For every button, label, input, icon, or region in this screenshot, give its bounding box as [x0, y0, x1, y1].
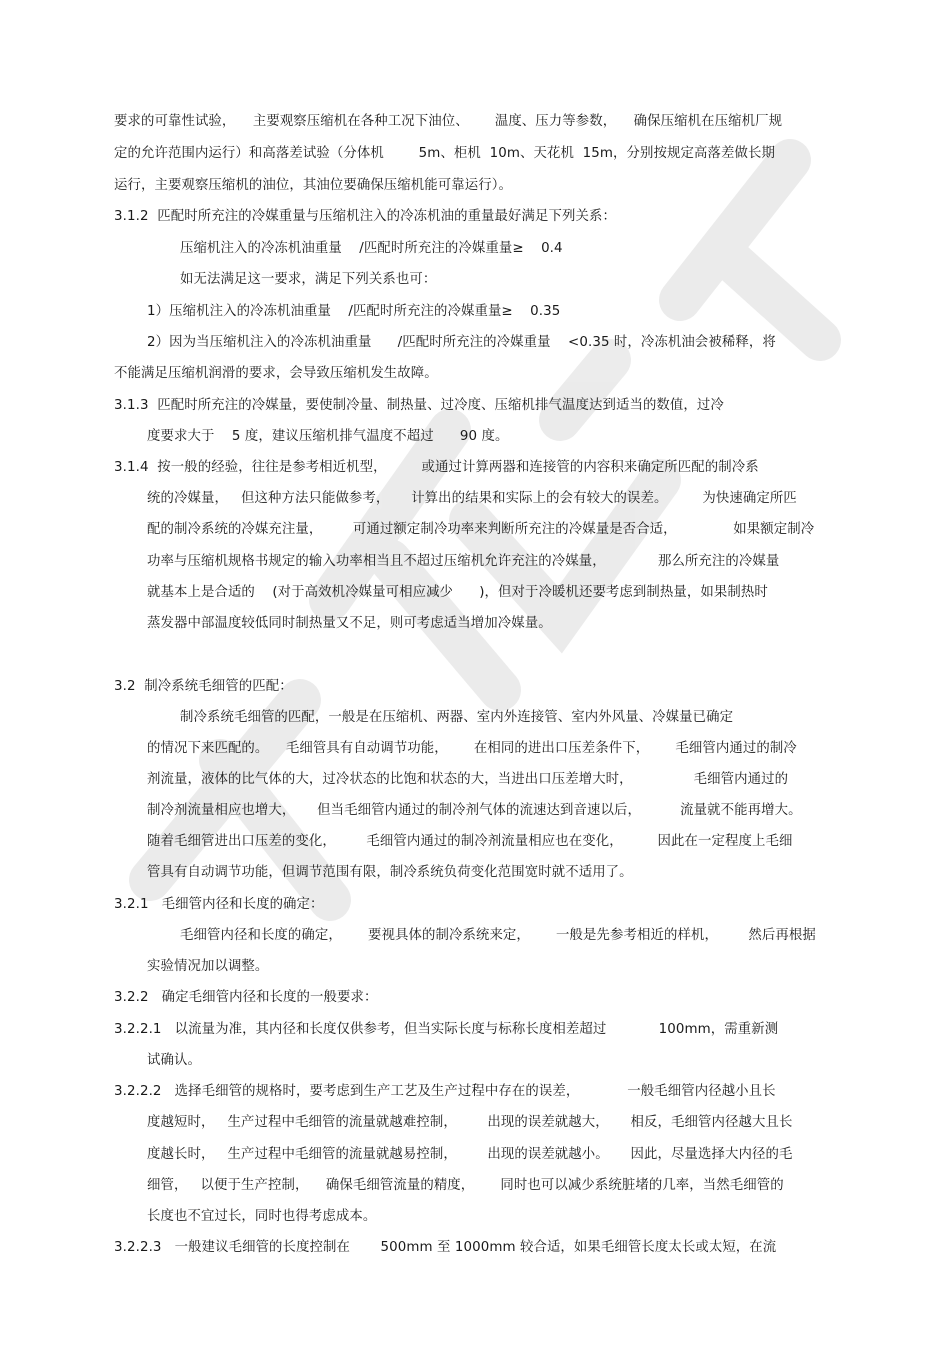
list-item: 1）压缩机注入的冷冻机油重量 /匹配时所充注的冷媒重量≥ 0.35	[147, 304, 561, 319]
text-line: 统的冷媒量， 但这种方法只能做参考， 计算出的结果和实际上的会有较大的误差。 为快速确定所匹	[147, 491, 797, 506]
text-line: 细管， 以便于生产控制， 确保毛细管流量的精度， 同时也可以减少系统脏堵的几率，当然毛细管的	[147, 1178, 784, 1193]
text-line: 压缩机注入的冷冻机油重量 /匹配时所充注的冷媒重量≥ 0.4	[180, 241, 563, 256]
text-line: 管具有自动调节功能，但调节范围有限，制冷系统负荷变化范围宽时就不适用了。	[147, 865, 633, 880]
section-heading: 3.2 制冷系统毛细管的匹配：	[114, 679, 293, 694]
text-line: 试确认。	[147, 1053, 201, 1068]
text-line: 制冷系统毛细管的匹配，一般是在压缩机、两器、室内外连接管、室内外风量、冷媒量已确定	[180, 710, 734, 725]
list-item: 2）因为当压缩机注入的冷冻机油重量 /匹配时所充注的冷媒重量 <0.35 时，冷冻机油会被稀释，将	[147, 335, 776, 350]
text-line: 配的制冷系统的冷媒充注量， 可通过额定制冷功率来判断所充注的冷媒量是否合适， 如果额定制冷	[147, 522, 815, 537]
section-heading: 3.2.2.3 一般建议毛细管的长度控制在 500mm 至 1000mm 较合适，如果毛细管长度太长或太短，在流	[114, 1240, 777, 1255]
text-line: 不能满足压缩机润滑的要求，会导致压缩机发生故障。	[114, 366, 438, 381]
section-heading: 3.2.2 确定毛细管内径和长度的一般要求：	[114, 990, 378, 1005]
section-heading: 3.1.2 匹配时所充注的冷媒重量与压缩机注入的冷冻机油的重量最好满足下列关系：	[114, 209, 616, 224]
text-line: 度越短时， 生产过程中毛细管的流量就越难控制， 出现的误差就越大， 相反，毛细管内径越大且长	[147, 1115, 793, 1130]
text-line: 如无法满足这一要求，满足下列关系也可：	[180, 272, 437, 287]
text-line: 实验情况加以调整。	[147, 959, 269, 974]
text-line: 要求的可靠性试验， 主要观察压缩机在各种工况下油位、 温度、压力等参数， 确保压缩机在压缩机厂规	[114, 114, 783, 129]
text-line: 长度也不宜过长，同时也得考虑成本。	[147, 1209, 377, 1224]
text-line: 度越长时， 生产过程中毛细管的流量就越易控制， 出现的误差就越小。 因此，尽量选择大内径的毛	[147, 1147, 793, 1162]
text-line: 剂流量，液体的比气体的大，过冷状态的比饱和状态的大，当进出口压差增大时， 毛细管内通过的	[147, 772, 789, 787]
section-heading: 3.2.2.1 以流量为准，其内径和长度仅供参考，但当实际长度与标称长度相差超过 100mm，需重新测	[114, 1022, 779, 1037]
section-heading: 3.2.1 毛细管内径和长度的确定：	[114, 897, 324, 912]
text-line: 就基本上是合适的 (对于高效机冷媒量可相应减少 )，但对于冷暖机还要考虑到制热量，如果制热时	[147, 585, 768, 600]
text-line: 毛细管内径和长度的确定， 要视具体的制冷系统来定， 一般是先参考相近的样机， 然后再根据	[180, 928, 816, 943]
text-line: 蒸发器中部温度较低同时制热量又不足，则可考虑适当增加冷媒量。	[147, 616, 552, 631]
text-line: 运行，主要观察压缩机的油位，其油位要确保压缩机能可靠运行）。	[114, 178, 513, 193]
section-heading: 3.1.3 匹配时所充注的冷媒量，要使制冷量、制热量、过冷度、压缩机排气温度达到适当的数值，过冷	[114, 398, 724, 413]
text-line: 定的允许范围内运行）和高落差试验（分体机 5m、柜机 10m、天花机 15m，分别按规定高落差做长期	[114, 146, 775, 161]
text-line: 的情况下来匹配的。 毛细管具有自动调节功能， 在相同的进出口压差条件下， 毛细管内通过的制冷	[147, 741, 797, 756]
text-line: 度要求大于 5 度，建议压缩机排气温度不超过 90 度。	[147, 429, 509, 444]
section-heading: 3.2.2.2 选择毛细管的规格时，要考虑到生产工艺及生产过程中存在的误差， 一般毛细管内径越小且长	[114, 1084, 776, 1099]
section-heading: 3.1.4 按一般的经验，往往是参考相近机型， 或通过计算两器和连接管的内容积来确定所匹配的制冷系	[114, 460, 759, 475]
text-line: 功率与压缩机规格书规定的输入功率相当且不超过压缩机允许充注的冷媒量， 那么所充注的冷媒量	[147, 554, 780, 569]
text-line: 随着毛细管进出口压差的变化， 毛细管内通过的制冷剂流量相应也在变化， 因此在一定程度上毛细	[147, 834, 793, 849]
text-line: 制冷剂流量相应也增大， 但当毛细管内通过的制冷剂气体的流速达到音速以后， 流量就不能再增大。	[147, 803, 802, 818]
